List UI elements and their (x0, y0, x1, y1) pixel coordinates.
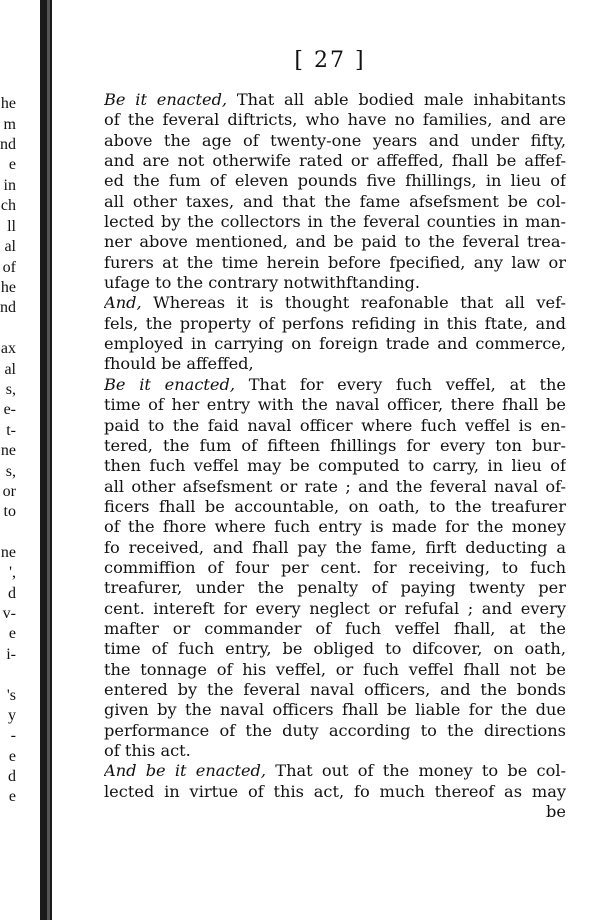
fragment-text: nd (0, 299, 16, 316)
text-line (104, 680, 566, 700)
italic-lead: And, (104, 293, 142, 313)
fragment-text: e (8, 625, 16, 642)
line-text: commiffion of four per cent. for receiving, to fuch (104, 557, 566, 577)
text-line (104, 354, 566, 374)
page-body-text (104, 90, 566, 822)
text-line (104, 110, 566, 130)
fragment-text: y (8, 707, 16, 724)
fragment-text: or (2, 483, 16, 500)
text-line (104, 273, 566, 293)
line-text: ficers fhall be accountable, on oath, to the treafurer (104, 496, 566, 516)
fragment-text: ax (0, 340, 16, 357)
line-text: then fuch veffel may be computed to carry, in lieu of (104, 456, 566, 476)
fragment-text: e (8, 156, 16, 173)
fragment-text: to (3, 503, 16, 520)
italic-lead: Be it enacted, (104, 90, 228, 109)
text-line (104, 293, 566, 313)
line-text: employed in carrying on foreign trade and commerce, (104, 334, 566, 354)
fragment-text: m (3, 116, 16, 133)
text-line (104, 334, 566, 354)
line-text: performance of the duty according to the directions (104, 720, 566, 740)
line-text: the tonnage of his veffel, or fuch veffel fhall not be (104, 659, 566, 679)
fragment-text: t- (6, 422, 16, 439)
line-text: That for every fuch veffel, at the (234, 374, 566, 394)
fragment-text: e (8, 788, 16, 805)
text-line (104, 578, 566, 598)
line-text: time of her entry with the naval officer, there fhall be (104, 395, 566, 415)
text-line (104, 538, 566, 558)
line-text: That all able bodied male inhabitants (227, 90, 566, 109)
fragment-text: i- (6, 646, 16, 663)
fragment-text: in (3, 177, 16, 194)
fragment-text: ne (0, 544, 16, 561)
fragment-text: d (8, 585, 16, 602)
book-gutter (40, 0, 52, 920)
fragment-text: ll (7, 218, 16, 235)
line-text: paid to the faid naval officer where fuch veffel is en- (104, 415, 566, 435)
fragment-text: v- (2, 605, 16, 622)
line-text: of the fhore where fuch entry is made for the money (104, 517, 566, 537)
line-text: furers at the time herein before fpecified, any law or (104, 252, 566, 272)
text-line (104, 599, 566, 619)
book-gutter-edge (47, 0, 50, 920)
line-text: ufage to the contrary notwithftanding. (104, 273, 421, 293)
text-line (104, 497, 566, 517)
text-line (104, 314, 566, 334)
line-text: fo received, and fhall pay the fame, firft deducting a (104, 537, 566, 557)
text-line (104, 741, 566, 761)
line-text: ner above mentioned, and be paid to the feveral trea- (104, 232, 566, 252)
text-line (104, 90, 566, 110)
fragment-text: d (8, 768, 16, 785)
text-line (104, 761, 566, 781)
text-line (104, 253, 566, 273)
line-text: above the age of twenty-one years and under fifty, (104, 130, 566, 150)
fragment-text: e- (3, 401, 16, 418)
page-number: [ 27 ] (294, 48, 366, 73)
text-line (104, 375, 566, 395)
text-line (104, 558, 566, 578)
text-line (104, 436, 566, 456)
line-text: time of fuch entry, be obliged to difcover, on oath, (104, 639, 566, 659)
fragment-text: al (4, 238, 16, 255)
fragment-text: of (2, 259, 16, 276)
line-text: tered, the fum of fifteen fhillings for every ton bur- (104, 435, 566, 455)
fragment-text: ', (9, 564, 16, 581)
text-line (104, 131, 566, 151)
italic-lead: And be it enacted, (104, 761, 267, 781)
line-text: all other afsefsment or rate ; and the feveral naval of- (104, 476, 566, 496)
fragment-text: s, (5, 381, 16, 398)
text-line (104, 721, 566, 741)
line-text: and are not otherwife rated or affeffed, fhall be affef- (104, 151, 566, 171)
text-line (104, 782, 566, 802)
text-line (104, 477, 566, 497)
italic-lead: Be it enacted, (104, 374, 235, 394)
text-line (104, 416, 566, 436)
text-line (104, 151, 566, 171)
text-line (104, 212, 566, 232)
text-line (104, 171, 566, 191)
fragment-text: e (8, 748, 16, 765)
fragment-text: ch (0, 197, 16, 214)
line-text: entered by the feveral naval officers, and the bonds (104, 679, 566, 699)
line-text: ed the fum of eleven pounds five fhillings, in lieu of (104, 171, 566, 191)
text-line (104, 192, 566, 212)
text-line (104, 456, 566, 476)
text-line (104, 232, 566, 252)
line-text: cent. intereft for every neglect or refufal ; and every (104, 598, 566, 618)
line-text: of the feveral diftricts, who have no families, and are (104, 110, 566, 130)
line-text: be (546, 802, 566, 822)
fragment-text: ne (0, 442, 16, 459)
fragment-text: - (10, 727, 16, 744)
line-text: given by the naval officers fhall be liable for the due (104, 700, 566, 720)
previous-page-fragments (0, 0, 16, 920)
line-text: treafurer, under the penalty of paying twenty per (104, 578, 566, 598)
line-text: Whereas it is thought reafonable that all vef- (141, 293, 566, 313)
fragment-text: al (4, 361, 16, 378)
line-text: fhould be affeffed, (104, 354, 254, 374)
text-line (104, 619, 566, 639)
text-line (104, 395, 566, 415)
fragment-text: s, (5, 463, 16, 480)
line-text: mafter or commander of fuch veffel fhall, at the (104, 618, 566, 638)
fragment-text: 's (6, 687, 16, 704)
fragment-text: he (0, 279, 16, 296)
text-line (104, 660, 566, 680)
line-text: lected in virtue of this act, fo much thereof as may (104, 781, 566, 801)
fragment-text: nd (0, 136, 16, 153)
text-line (104, 639, 566, 659)
text-line (104, 802, 566, 822)
line-text: of this act. (104, 741, 191, 760)
text-line (104, 700, 566, 720)
line-text: That out of the money to be col- (266, 761, 566, 781)
line-text: lected by the collectors in the feveral counties in man- (104, 212, 566, 232)
line-text: fels, the property of perfons refiding in this ftate, and (104, 313, 566, 333)
fragment-text: he (0, 95, 16, 112)
line-text: all other taxes, and that the fame afsefsment be col- (104, 191, 566, 211)
text-line (104, 517, 566, 537)
